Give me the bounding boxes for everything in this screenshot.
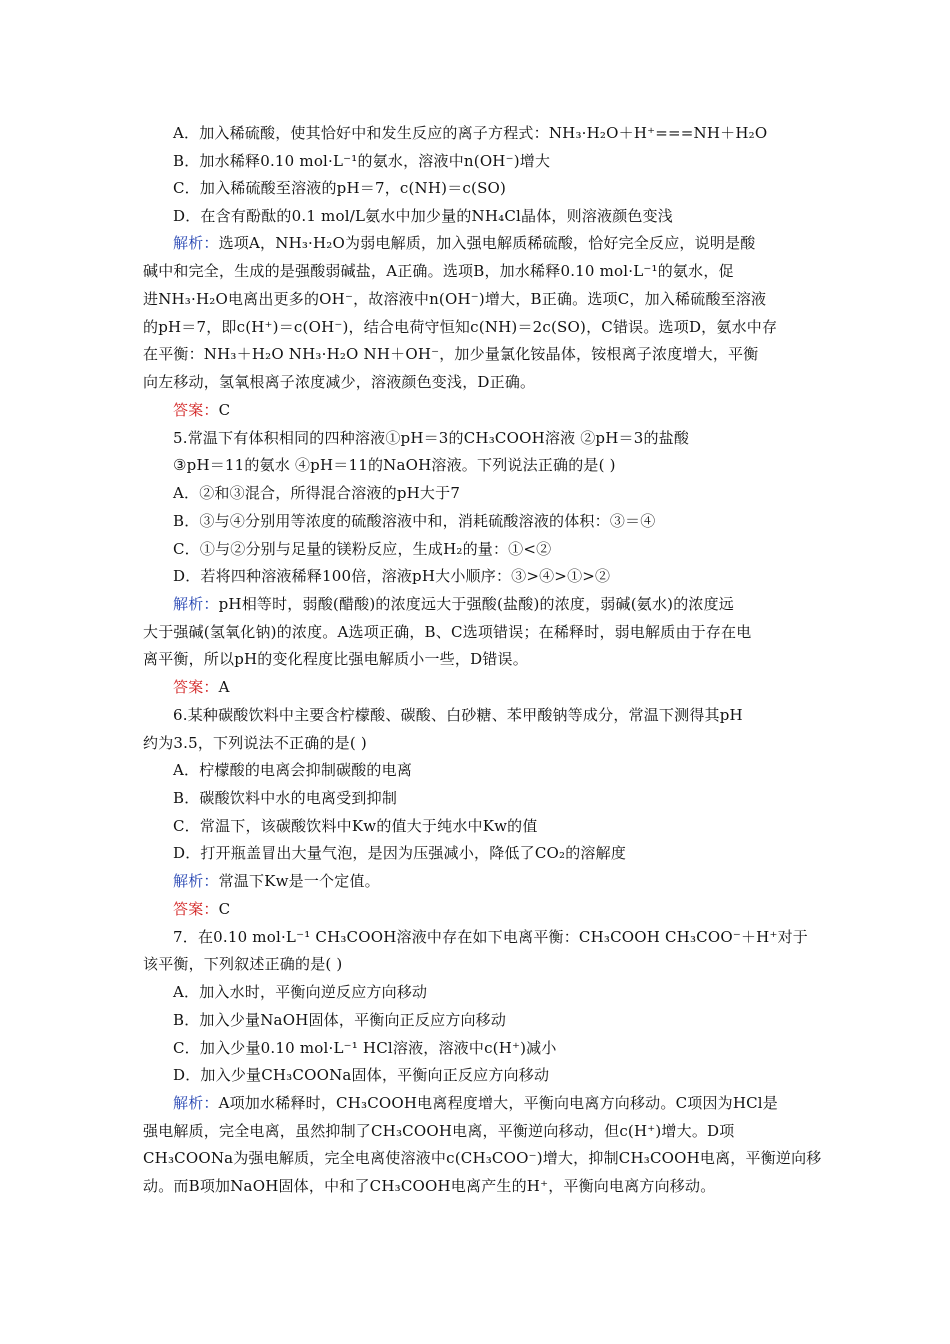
analysis-line: 动。而B项加NaOH固体，中和了CH₃COOH电离产生的H⁺，平衡向电离方向移动。 — [143, 1177, 716, 1195]
option-c: C．加入稀硫酸至溶液的pH＝7，c(NH)＝c(SO) — [173, 179, 507, 197]
option-a: A．②和③混合，所得混合溶液的pH大于7 — [173, 484, 461, 502]
analysis-line: 在平衡：NH₃＋H₂O NH₃·H₂O NH＋OH⁻，加少量氯化铵晶体，铵根离子浓度增大，平衡 — [143, 345, 759, 363]
option-a: A．柠檬酸的电离会抑制碳酸的电离 — [173, 761, 413, 779]
analysis-line: 解析：选项A，NH₃·H₂O为弱电解质，加入强电解质稀硫酸，恰好完全反应，说明是酸 — [173, 234, 756, 252]
option-a: A．加入水时，平衡向逆反应方向移动 — [173, 983, 428, 1001]
analysis-label: 解析： — [173, 872, 219, 890]
option-c: C．常温下，该碳酸饮料中Kw的值大于纯水中Kw的值 — [173, 817, 538, 835]
question-stem: 5.常温下有体积相同的四种溶液①pH＝3的CH₃COOH溶液 ②pH＝3的盐酸 — [173, 429, 690, 447]
option-d: D．若将四种溶液稀释100倍，溶液pH大小顺序：③>④>①>② — [173, 567, 611, 585]
analysis-line: 的pH＝7，即c(H⁺)＝c(OH⁻)，结合电荷守恒知c(NH)＝2c(SO)，C错误。选项D，氨水中存 — [143, 318, 778, 336]
analysis-label: 解析： — [173, 595, 219, 613]
option-d: D．在含有酚酞的0.1 mol/L氨水中加少量的NH₄Cl晶体，则溶液颜色变浅 — [173, 207, 674, 225]
analysis-line: 向左移动，氢氧根离子浓度减少，溶液颜色变浅，D正确。 — [143, 373, 536, 391]
option-b: B．加水稀释0.10 mol·L⁻¹的氨水，溶液中n(OH⁻)增大 — [173, 152, 551, 170]
analysis-line: 离平衡，所以pH的变化程度比强电解质小一些，D错误。 — [143, 650, 528, 668]
option-c: C．加入少量0.10 mol·L⁻¹ HCl溶液，溶液中c(H⁺)减小 — [173, 1039, 557, 1057]
question-stem: ③pH＝11的氨水 ④pH＝11的NaOH溶液。下列说法正确的是( ) — [173, 456, 616, 474]
answer-value: C — [218, 900, 231, 918]
answer-label: 答案： — [173, 401, 219, 419]
question-stem: 7．在0.10 mol·L⁻¹ CH₃COOH溶液中存在如下电离平衡：CH₃COOH CH₃COO⁻＋H⁺对于 — [173, 928, 808, 946]
option-b: B．加入少量NaOH固体，平衡向正反应方向移动 — [173, 1011, 507, 1029]
answer-label: 答案： — [173, 900, 219, 918]
answer-value: A — [218, 678, 230, 696]
analysis-label: 解析： — [173, 1094, 219, 1112]
answer-line — [173, 400, 230, 420]
analysis-line: 解析：常温下Kw是一个定值。 — [173, 872, 380, 890]
question-stem: 该平衡，下列叙述正确的是( ) — [143, 955, 343, 973]
option-d: D．打开瓶盖冒出大量气泡，是因为压强减小，降低了CO₂的溶解度 — [173, 844, 627, 862]
option-a: A．加入稀硫酸，使其恰好中和发生反应的离子方程式：NH₃·H₂O＋H⁺===NH＋H₂O — [173, 124, 768, 142]
question-stem: 6.某种碳酸饮料中主要含柠檬酸、碳酸、白砂糖、苯甲酸钠等成分，常温下测得其pH — [173, 706, 743, 724]
option-c: C．①与②分别与足量的镁粉反应，生成H₂的量：①<② — [173, 540, 552, 558]
analysis-line: CH₃COONa为强电解质，完全电离使溶液中c(CH₃COO⁻)增大，抑制CH₃COOH电离，平衡逆向移 — [143, 1149, 822, 1167]
analysis-line: 碱中和完全，生成的是强酸弱碱盐，A正确。选项B，加水稀释0.10 mol·L⁻¹的氨水，促 — [143, 262, 734, 280]
option-b: B．③与④分别用等浓度的硫酸溶液中和，消耗硫酸溶液的体积：③＝④ — [173, 512, 656, 530]
analysis-line: 强电解质，完全电离，虽然抑制了CH₃COOH电离，平衡逆向移动，但c(H⁺)增大。D项 — [143, 1122, 735, 1140]
analysis-line: 解析：pH相等时，弱酸(醋酸)的浓度远大于强酸(盐酸)的浓度，弱碱(氨水)的浓度远 — [173, 595, 735, 613]
answer-value: C — [218, 401, 231, 419]
question-stem: 约为3.5，下列说法不正确的是( ) — [143, 734, 367, 752]
analysis-line: 解析：A项加水稀释时，CH₃COOH电离程度增大，平衡向电离方向移动。C项因为HCl是 — [173, 1094, 779, 1112]
option-d: D．加入少量CH₃COONa固体，平衡向正反应方向移动 — [173, 1066, 550, 1084]
analysis-line: 进NH₃·H₂O电离出更多的OH⁻，故溶液中n(OH⁻)增大，B正确。选项C，加入稀硫酸至溶液 — [143, 290, 767, 308]
analysis-line: 大于强碱(氢氧化钠)的浓度。A选项正确，B、C选项错误；在稀释时，弱电解质由于存在电 — [143, 623, 752, 641]
answer-label: 答案： — [173, 678, 219, 696]
analysis-label: 解析： — [173, 234, 219, 252]
option-b: B．碳酸饮料中水的电离受到抑制 — [173, 789, 398, 807]
answer-line — [173, 677, 230, 697]
answer-line — [173, 899, 230, 919]
